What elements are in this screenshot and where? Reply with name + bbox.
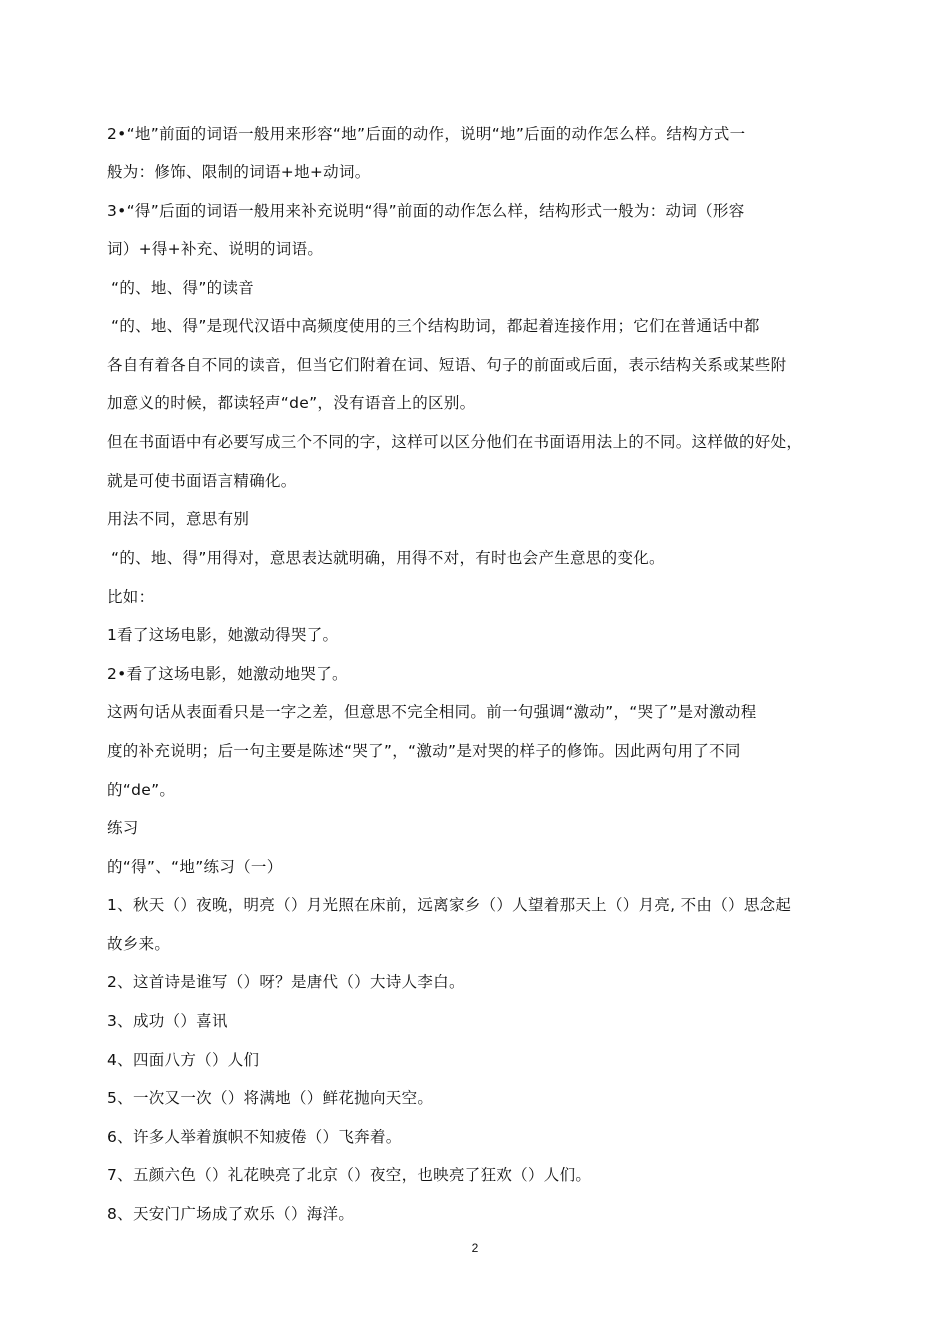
exercise-item: 6、许多人举着旗帜不知疲倦（）飞奔着。 [107,1128,402,1146]
exercise-item: 1、秋天（）夜晚，明亮（）月光照在床前，远离家乡（）人望着那天上（）月亮, 不由（）思念起 [107,896,792,914]
paragraph-line: 这两句话从表面看只是一字之差，但意思不完全相同。前一句强调“激动”，“哭了”是对激动程 [107,703,757,721]
exercise-title: 的“得”、“地”练习（一） [107,858,283,876]
section-heading: 练习 [107,819,139,837]
exercise-item: 8、天安门广场成了欢乐（）海洋。 [107,1205,355,1223]
exercise-item: 7、五颜六色（）礼花映亮了北京（）夜空，也映亮了狂欢（）人们。 [107,1166,592,1184]
paragraph-line: 就是可使书面语言精确化。 [107,472,297,490]
paragraph-line: “的、地、得”用得对，意思表达就明确，用得不对，有时也会产生意思的变化。 [111,549,665,567]
page-number: 2 [471,1241,479,1255]
exercise-item: 故乡来。 [107,935,171,953]
paragraph-line: 比如： [107,588,155,606]
exercise-item: 5、一次又一次（）将满地（）鲜花抛向天空。 [107,1089,434,1107]
exercise-item: 2、这首诗是谁写（）呀？是唐代（）大诗人李白。 [107,973,465,991]
paragraph-line: “的、地、得”是现代汉语中高频度使用的三个结构助词，都起着连接作用；它们在普通话中都 [111,317,760,335]
paragraph-line: 度的补充说明；后一句主要是陈述“哭了”，“激动”是对哭的样子的修饰。因此两句用了不同 [107,742,741,760]
paragraph-line: 但在书面语中有必要写成三个不同的字，这样可以区分他们在书面语用法上的不同。这样做的好处， [107,433,803,451]
section-heading: “的、地、得”的读音 [111,279,255,297]
paragraph-line: 2•“地”前面的词语一般用来形容“地”后面的动作，说明“地”后面的动作怎么样。结构方式一 [107,125,746,143]
paragraph-line: 般为：修饰、限制的词语+地+动词。 [107,163,371,181]
section-heading: 用法不同，意思有别 [107,510,250,528]
paragraph-line: 3•“得”后面的词语一般用来补充说明“得”前面的动作怎么样，结构形式一般为：动词（形容 [107,202,745,220]
exercise-item: 3、成功（）喜讯 [107,1012,228,1030]
paragraph-line: 词）+得+补充、说明的词语。 [107,240,324,258]
paragraph-line: 加意义的时候，都读轻声“de”，没有语音上的区别。 [107,394,476,412]
example-sentence: 1看了这场电影，她激动得哭了。 [107,626,339,644]
paragraph-line: 各自有着各自不同的读音，但当它们附着在词、短语、句子的前面或后面，表示结构关系或某些附 [107,356,787,374]
example-sentence: 2•看了这场电影，她激动地哭了。 [107,665,348,683]
paragraph-line: 的“de”。 [107,781,176,799]
exercise-item: 4、四面八方（）人们 [107,1051,260,1069]
